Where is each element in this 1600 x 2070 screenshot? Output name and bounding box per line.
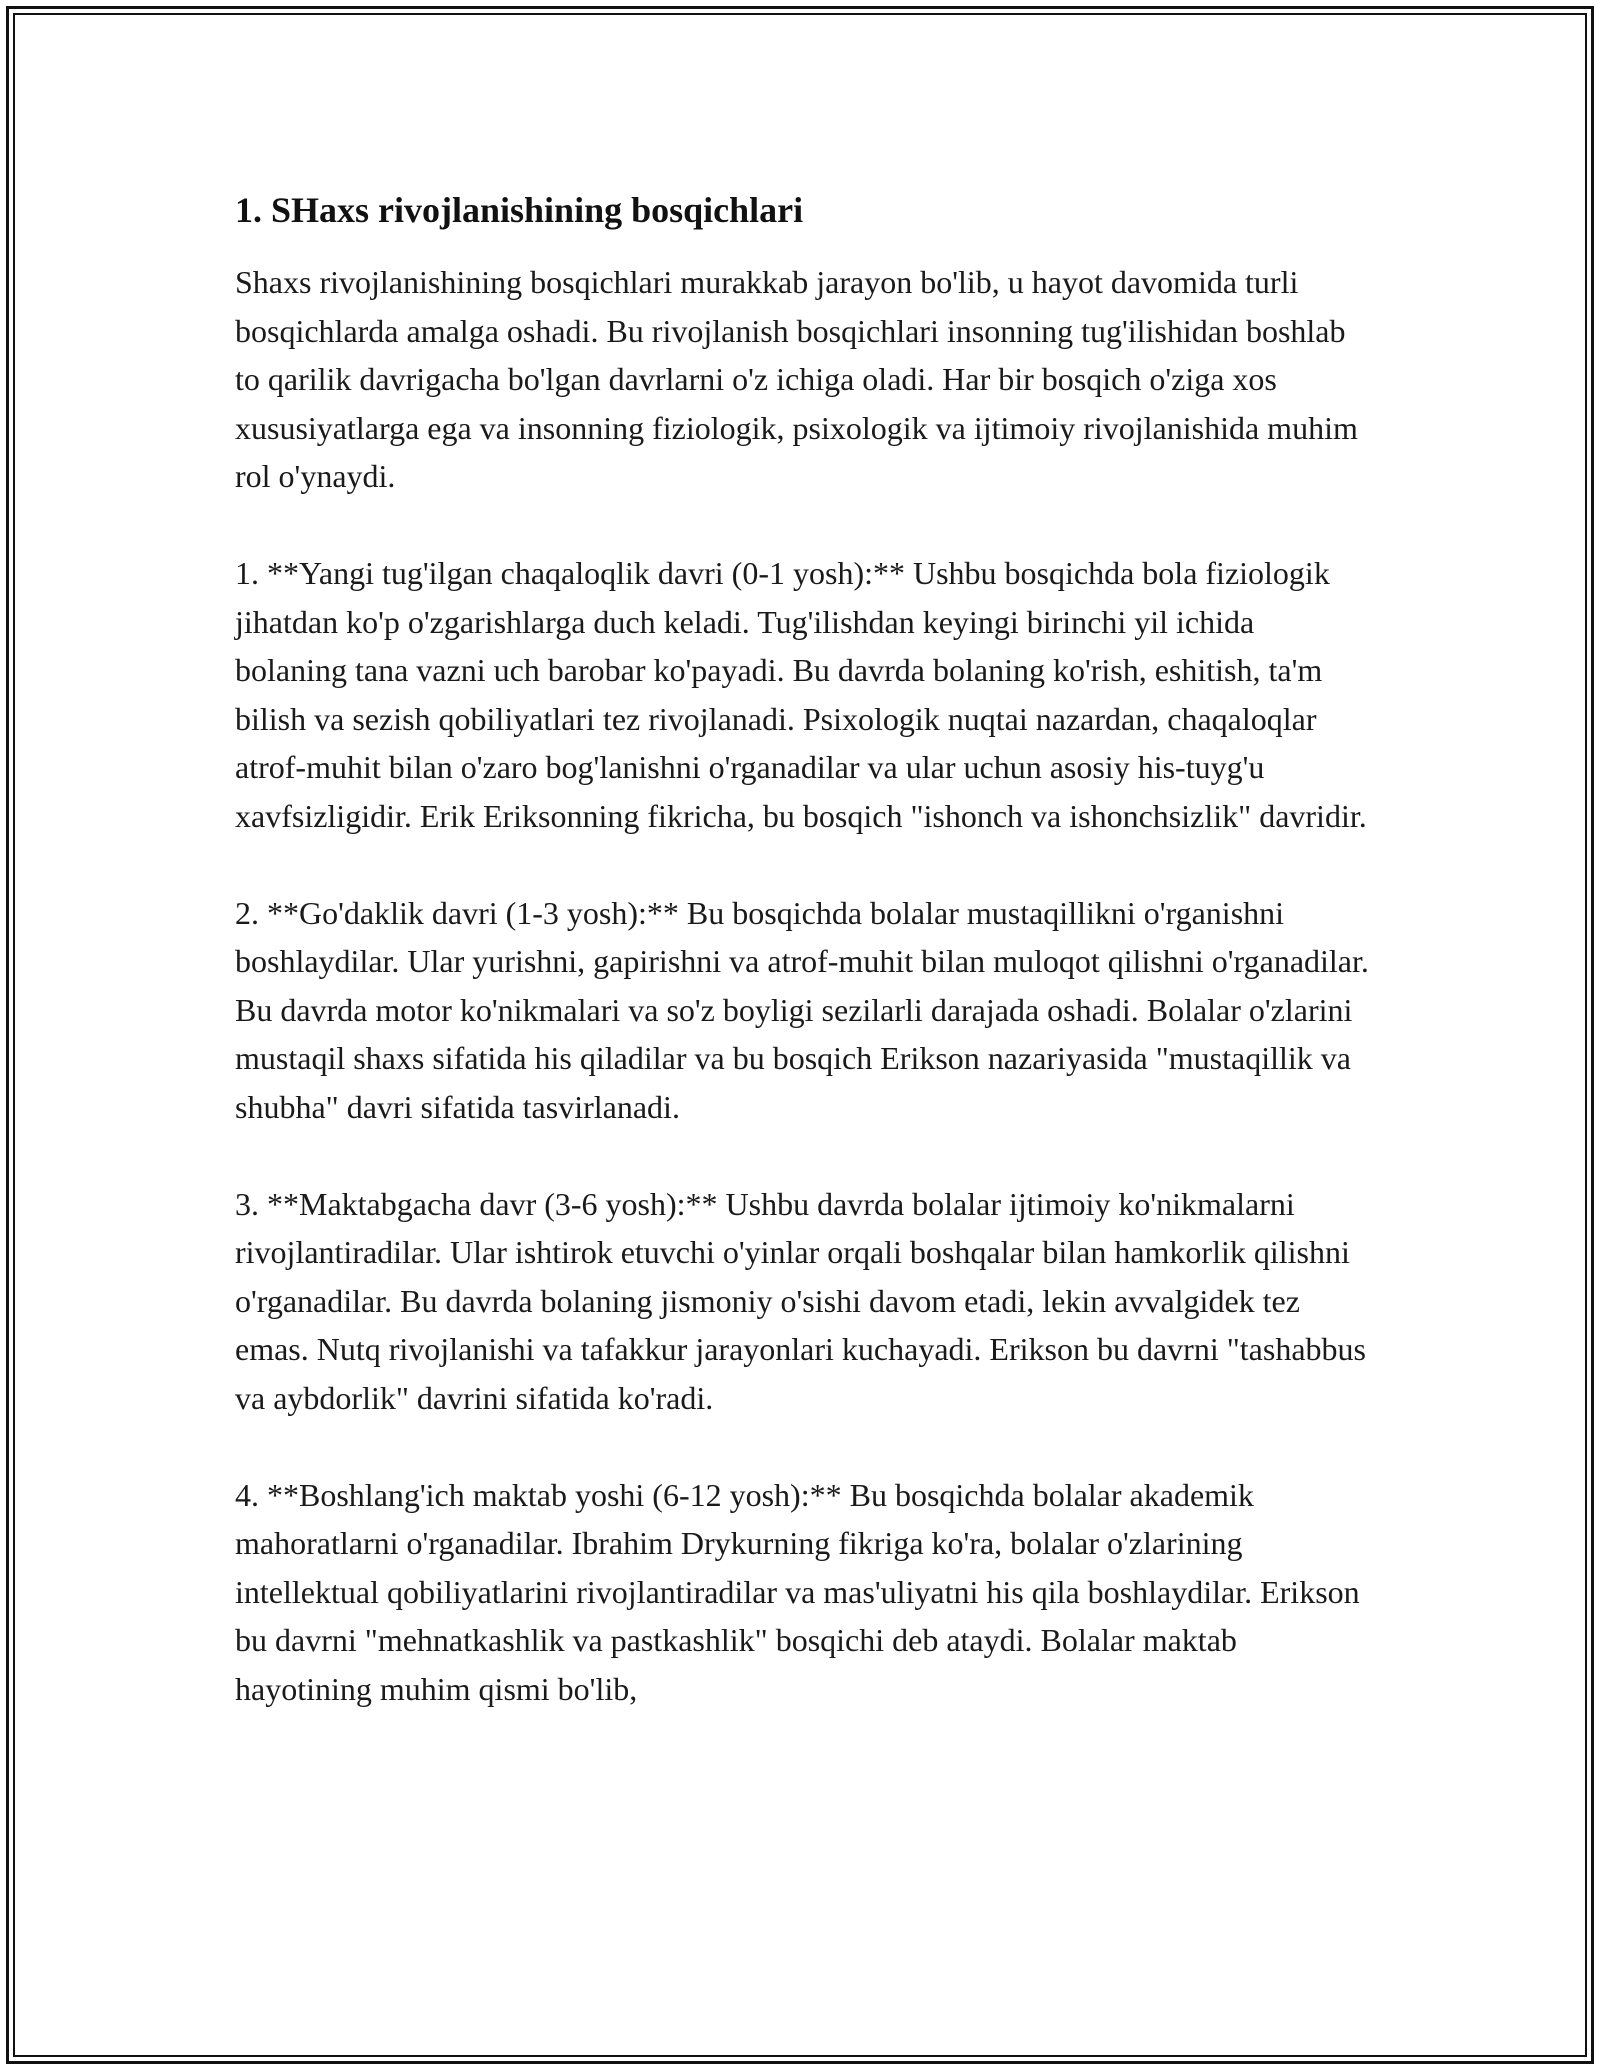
paragraph-stage-3: 3. **Maktabgacha davr (3-6 yosh):** Ushbu davrda bolalar ijtimoiy ko'nikmalarni rivojlantiradilar. Ular ishtirok etuvchi o'yinlar orqali boshqalar bilan hamkorlik qilishni o'rganadilar. Bu davrda bolaning jismoniy o'sishi davom etadi, lekin avvalgidek tez emas. Nutq rivojlanishi va tafakkur jarayonlari kuchayadi. Erikson bu davrni "tashabbus va aybdorlik" davrini sifatida ko'radi. — [235, 1185, 1366, 1416]
paragraph-stage-2: 2. **Go'daklik davri (1-3 yosh):** Bu bosqichda bolalar mustaqillikni o'rganishni boshlaydilar. Ular yurishni, gapirishni va atrof-muhit bilan muloqot qilishni o'rganadilar. Bu davrda motor ko'nikmalari va so'z boyligi sezilarli darajada oshadi. Bolalar o'zlarini mustaqil shaxs sifatida his qiladilar va bu bosqich Erikson nazariyasida "mustaqillik va shubha" davri sifatida tasvirlanadi. — [235, 894, 1369, 1125]
page-title: 1. SHaxs rivojlanishining bosqichlari — [235, 190, 804, 230]
paragraph-stage-4: 4. **Boshlang'ich maktab yoshi (6-12 yosh):** Bu bosqichda bolalar akademik mahoratlarni o'rganadilar. Ibrahim Drykurning fikriga ko'ra, bolalar o'zlarining intellektual qobiliyatlarini rivojlantiradilar va mas'uliyatni his qila boshlaydilar. Erikson bu davrni "mehnatkashlik va pastkashlik" bosqichi deb ataydi. Bolalar maktab hayotining muhim qismi bo'lib, — [235, 1476, 1360, 1707]
paragraph-stage-1: 1. **Yangi tug'ilgan chaqaloqlik davri (0-1 yosh):** Ushbu bosqichda bola fiziologik jihatdan ko'p o'zgarishlarga duch keladi. Tug'ilishdan keyingi birinchi yil ichida bolaning tana vazni uch barobar ko'payadi. Bu davrda bolaning ko'rish, eshitish, ta'm bilish va sezish qobiliyatlari tez rivojlanadi. Psixologik nuqtai nazardan, chaqaloqlar atrof-muhit bilan o'zaro bog'lanishni o'rganadilar va ular uchun asosiy his-tuyg'u xavfsizligidir. Erik Eriksonning fikricha, bu bosqich "ishonch va ishonchsizlik" davridir. — [235, 555, 1367, 834]
document-body — [235, 188, 1370, 1762]
paragraph-intro: Shaxs rivojlanishining bosqichlari murakkab jarayon bo'lib, u hayot davomida turli bosqichlarda amalga oshadi. Bu rivojlanish bosqichlari insonning tug'ilishidan boshlab to qarilik davrigacha bo'lgan davrlarni o'z ichiga oladi. Har bir bosqich o'ziga xos xususiyatlarga ega va insonning fiziologik, psixologik va ijtimoiy rivojlanishida muhim rol o'ynaydi. — [235, 264, 1358, 494]
